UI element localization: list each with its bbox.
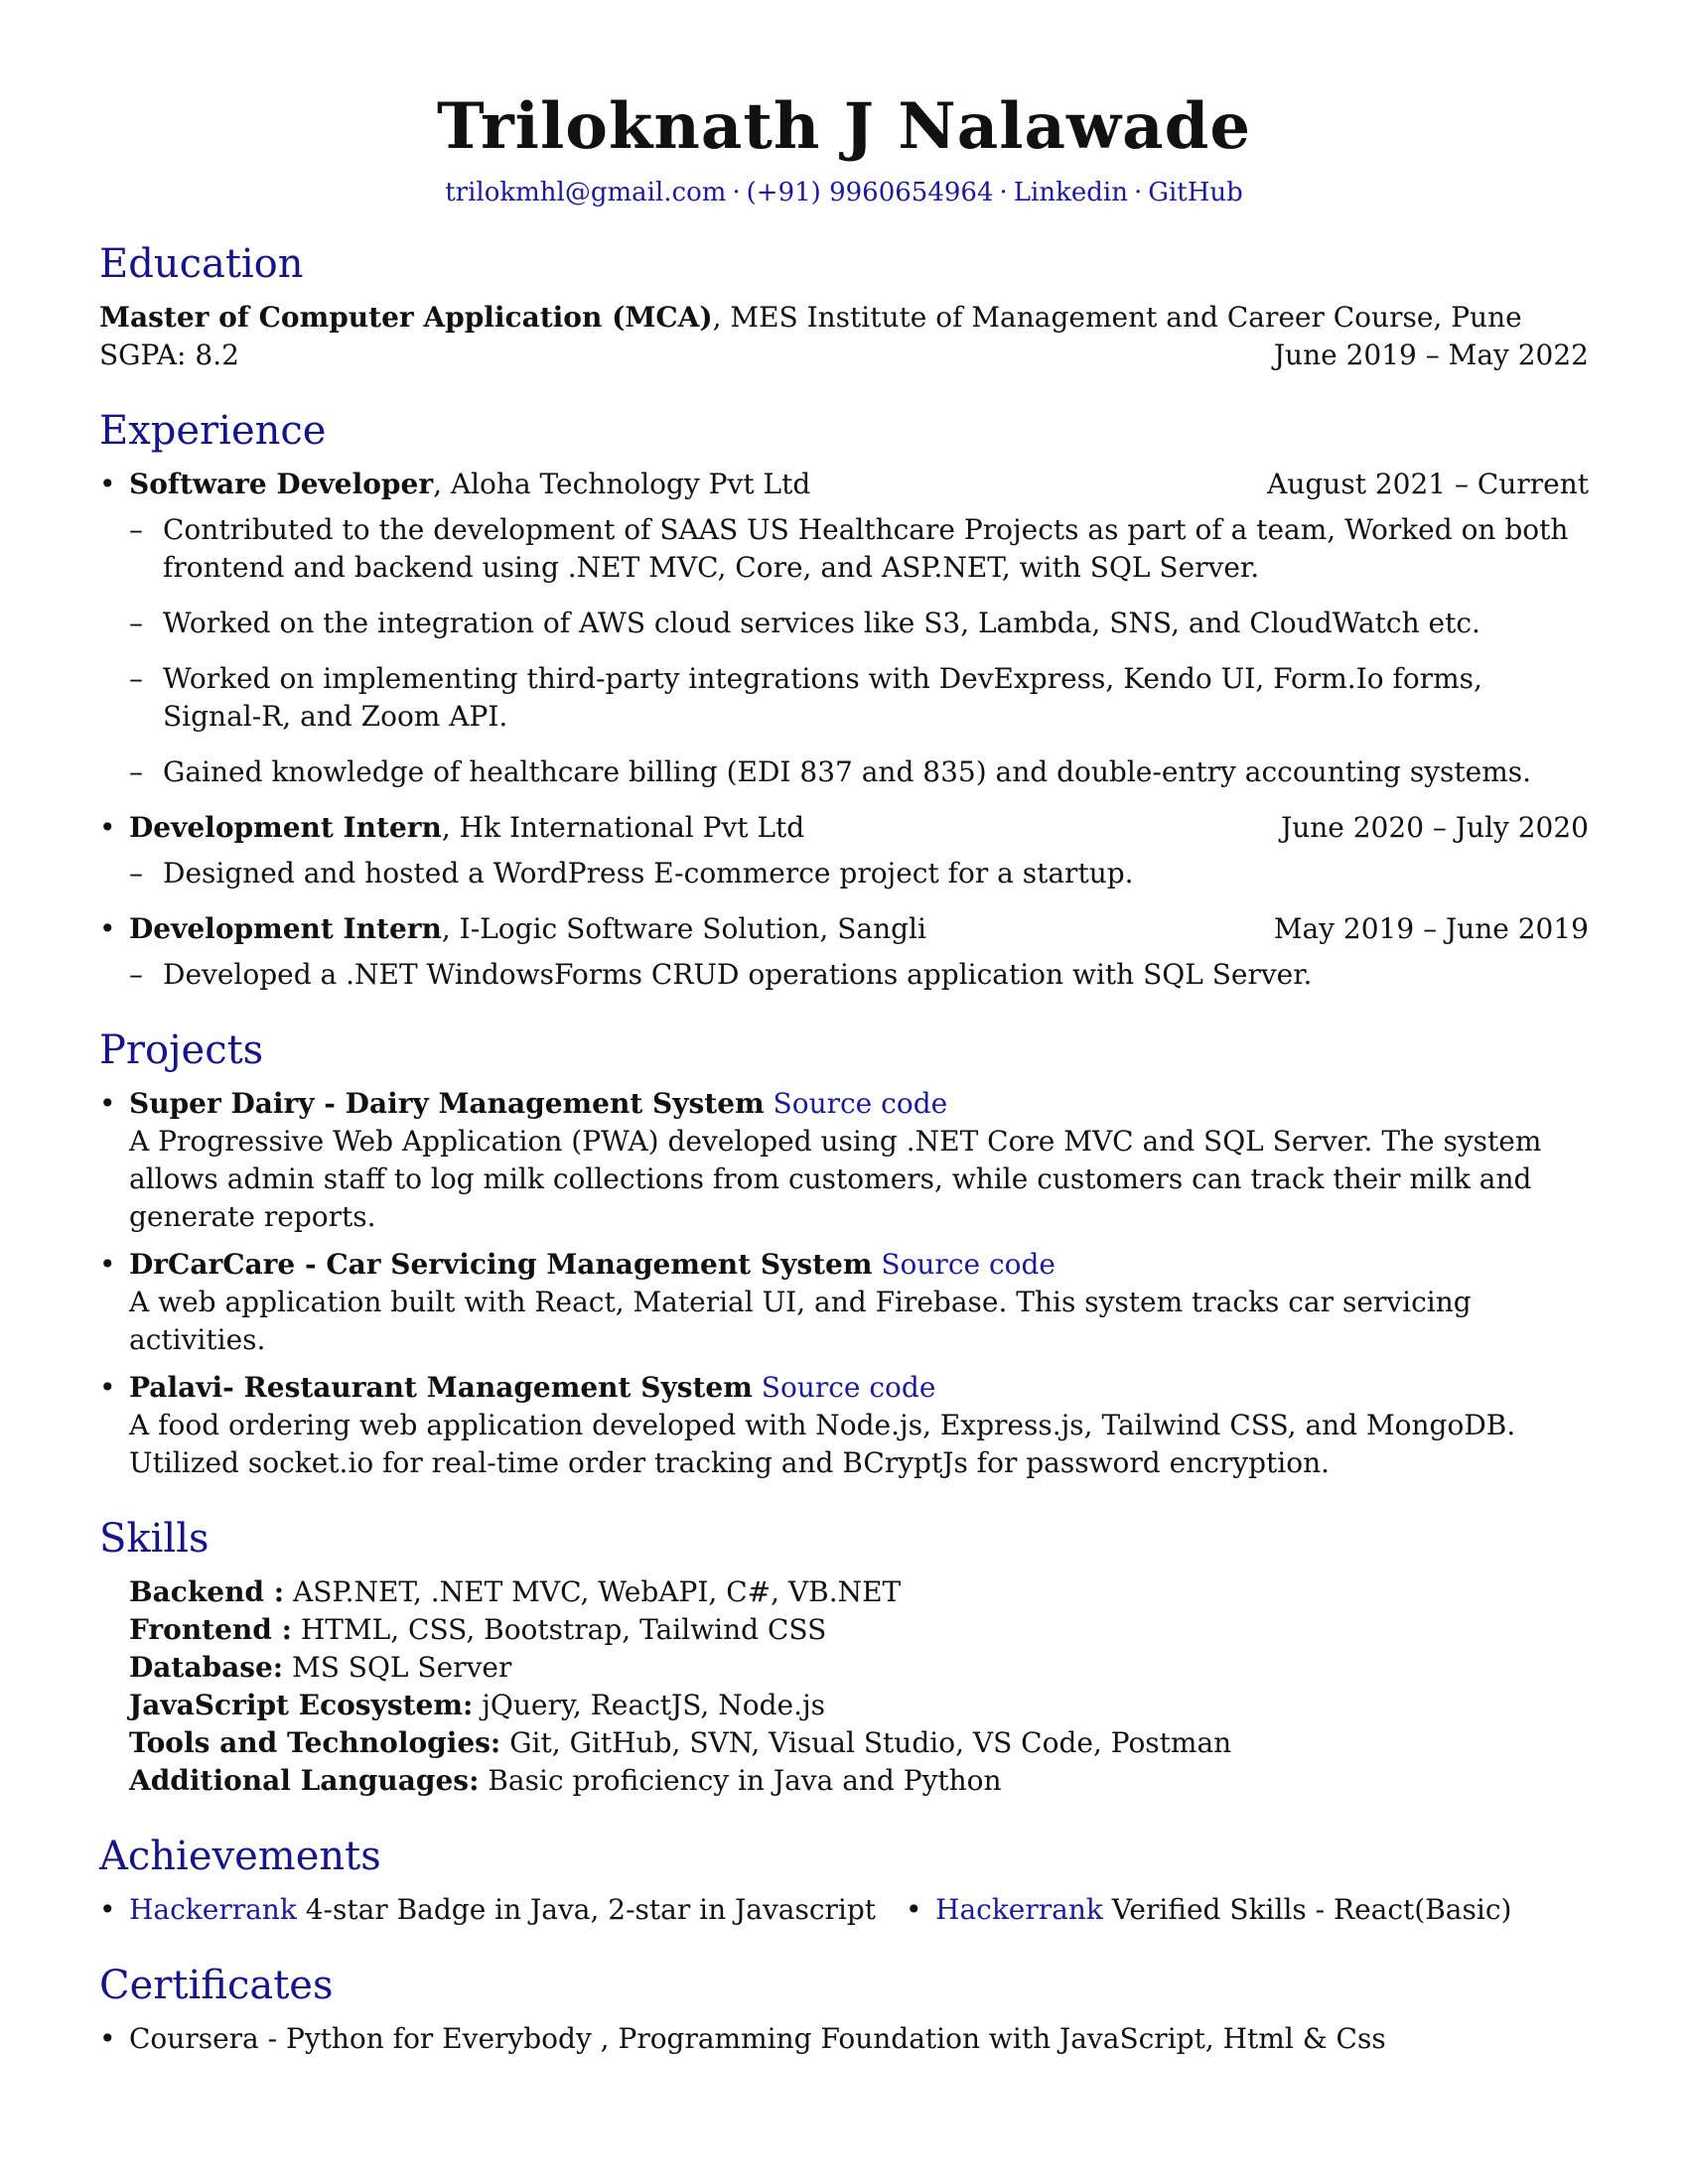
project-list [99,1085,1589,1482]
achievement-item [99,1891,876,1929]
certificate-item: • Coursera - Python for Everybody , Programming Foundation with JavaScript, Html & Css [99,2020,1589,2058]
contact-line [99,178,1589,207]
skill-value: Git, GitHub, SVN, Visual Studio, VS Code, Postman [509,1726,1232,1759]
project-description: A web application built with React, Material UI, and Firebase. This system tracks car servicing activities. [129,1286,1472,1356]
hackerrank-link[interactable]: Hackerrank [935,1893,1103,1926]
education-entry [99,299,1589,337]
project-item [99,1085,1589,1236]
skill-value: Basic proficiency in Java and Python [488,1764,1002,1797]
project-description: A food ordering web application developed with Node.js, Express.js, Tailwind CSS, and MongoDB. Utilized socket.io for real-time order tracking and BCryptJs for password encryption. [129,1409,1516,1479]
job-role: Development Intern [129,912,442,945]
job-bullet: – Worked on implementing third-party integrations with DevExpress, Kendo UI, Form.Io forms, Signal-R, and Zoom API. [129,660,1589,736]
skill-row [129,1573,1589,1611]
achievements-list [99,1891,1589,1929]
section-heading-certificates: Certificates [99,1963,334,2008]
job-bullet: – Developed a .NET WindowsForms CRUD operations application with SQL Server. [129,956,1589,994]
skill-label: Database: [129,1651,284,1684]
job-bullet: – Designed and hosted a WordPress E-commerce project for a startup. [129,855,1589,892]
job-dates: August 2021 – Current [1267,468,1589,500]
skill-label: Additional Languages: [129,1764,480,1797]
certificates-list [99,2020,1589,2058]
education-details [99,337,1589,374]
job-bullet: – Gained knowledge of healthcare billing (EDI 837 and 835) and double-entry accounting systems. [129,753,1589,791]
section-heading-education: Education [99,241,304,287]
project-title: DrCarCare - Car Servicing Management System [129,1248,873,1281]
github-link[interactable]: GitHub [1148,178,1243,207]
job-role: Development Intern [129,811,442,844]
skill-value: ASP.NET, .NET MVC, WebAPI, C#, VB.NET [293,1575,902,1608]
skill-row [129,1762,1589,1800]
separator: · [1133,178,1143,207]
education-dates: June 2019 – May 2022 [1273,339,1589,371]
project-item [99,1246,1589,1359]
separator: · [999,178,1008,207]
section-heading-skills: Skills [99,1516,210,1562]
candidate-name: Triloknath J Nalawade [436,89,1252,164]
job-bullets [129,511,1589,791]
skills-list [99,1573,1589,1800]
company: , Aloha Technology Pvt Ltd [433,468,811,500]
degree: Master of Computer Application (MCA) [99,301,713,334]
email-link[interactable]: trilokmhl@gmail.com [445,178,727,207]
experience-item [99,809,1589,892]
job-bullets [129,855,1589,892]
section-heading-achievements: Achievements [99,1834,381,1879]
job-bullets [129,956,1589,994]
company: , Hk International Pvt Ltd [441,811,805,844]
phone-link[interactable]: (+91) 9960654964 [746,178,994,207]
skill-value: HTML, CSS, Bootstrap, Tailwind CSS [300,1613,827,1646]
skill-label: Tools and Technologies: [129,1726,501,1759]
skill-row [129,1611,1589,1649]
skill-value: jQuery, ReactJS, Node.js [482,1689,826,1721]
source-code-link[interactable]: Source code [773,1087,948,1120]
sgpa: SGPA: 8.2 [99,339,239,371]
job-dates: May 2019 – June 2019 [1273,912,1589,945]
skill-label: JavaScript Ecosystem: [129,1689,474,1721]
skill-value: MS SQL Server [292,1651,512,1684]
project-title: Palavi- Restaurant Management System [129,1371,753,1404]
section-heading-experience: Experience [99,408,327,454]
job-dates: June 2020 – July 2020 [1280,811,1589,844]
hackerrank-link[interactable]: Hackerrank [129,1893,297,1926]
experience-item [99,910,1589,994]
project-description: A Progressive Web Application (PWA) developed using .NET Core MVC and SQL Server. The system allows admin staff to log milk collections from customers, while customers can track their milk and generate reports. [129,1125,1542,1233]
source-code-link[interactable]: Source code [881,1248,1056,1281]
skill-row [129,1687,1589,1724]
experience-item [99,466,1589,791]
project-item [99,1369,1589,1482]
skill-row [129,1649,1589,1687]
skill-label: Backend : [129,1575,285,1608]
achievement-text: Verified Skills - React(Basic) [1111,1893,1512,1926]
job-bullet: – Contributed to the development of SAAS US Healthcare Projects as part of a team, Worked on both frontend and backend using .NET MVC, Core, and ASP.NET, with SQL Server. [129,511,1589,587]
experience-list [99,466,1589,994]
institution: , MES Institute of Management and Career Course, Pune [712,301,1522,334]
company: , I-Logic Software Solution, Sangli [441,912,926,945]
job-bullet: – Worked on the integration of AWS cloud services like S3, Lambda, SNS, and CloudWatch etc. [129,605,1589,642]
achievement-item [906,1891,1511,1929]
skill-row [129,1724,1589,1762]
job-role: Software Developer [129,468,434,500]
project-title: Super Dairy - Dairy Management System [129,1087,765,1120]
skill-label: Frontend : [129,1613,292,1646]
achievement-text: 4-star Badge in Java, 2-star in Javascript [305,1893,877,1926]
section-heading-projects: Projects [99,1027,264,1073]
source-code-link[interactable]: Source code [761,1371,936,1404]
separator: · [732,178,741,207]
linkedin-link[interactable]: Linkedin [1013,178,1128,207]
resume-page [99,79,1589,2068]
